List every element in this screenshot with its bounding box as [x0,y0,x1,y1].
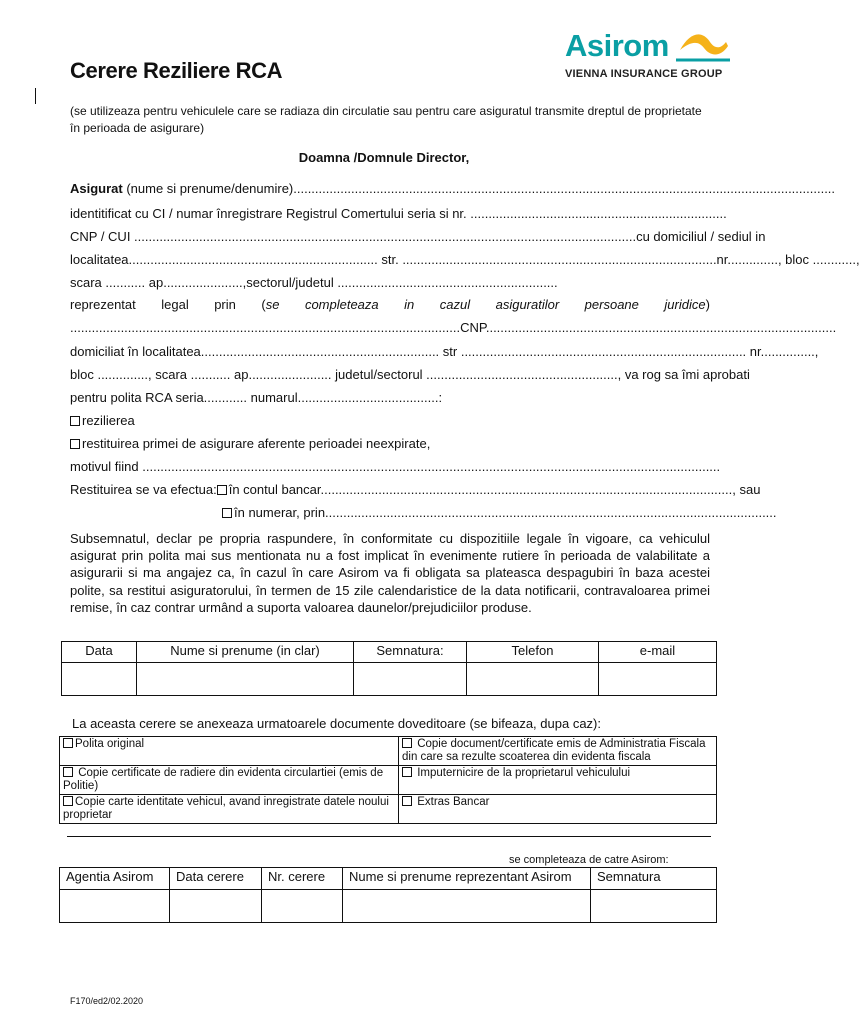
date-cell[interactable] [62,663,137,696]
representative-word: reprezentat [70,297,136,312]
representative-word: persoane [584,297,639,312]
salutation: Doamna /Domnule Director, [298,150,470,165]
text-cursor [35,88,36,104]
divider [67,836,711,837]
street-field[interactable]: str. .......................................................................................nr.............., bloc ............, [377,252,860,267]
annex-item-label: Extras Bancar [417,796,490,808]
stair-line[interactable]: scara ........... ap......................,sectorul/judetul ............................................................. [70,275,558,290]
annex-item-label: Copie document/certificate emis de Administratia Fiscala din care sa rezulte scoaterea din evidenta fiscala [402,738,706,763]
refund-method-line[interactable] [70,482,761,497]
office-note: se completeaza de catre Asirom: [509,854,669,866]
asigurat-field[interactable]: (nume si prenume/denumire)...................................................................................................................................................... [122,181,836,196]
signature-table [61,641,717,696]
option-termination[interactable] [70,413,710,428]
header-agency: Agentia Asirom [60,868,170,890]
checkbox[interactable] [222,508,232,518]
logo-name: Asirom [565,28,669,63]
page-title: Cerere Reziliere RCA [70,58,283,83]
annex-item[interactable] [399,766,717,795]
signature-cell[interactable] [354,663,467,696]
representative-word: prin [214,297,236,312]
asigurat-label: Asigurat [70,181,123,196]
annex-item-label: Polita original [75,738,145,750]
name-cell[interactable] [137,663,354,696]
rep-locality-line[interactable]: domiciliat în localitatea.................................................................. str ............................................................................... nr..............., [70,344,819,359]
annex-item[interactable] [60,766,399,795]
locality-line[interactable] [70,252,860,267]
annex-item-label: Copie certificate de radiere din evidenta circulartiei (emis de Politie) [63,767,384,792]
representative-word: completeaza [304,297,379,312]
checkbox[interactable] [402,767,412,777]
form-code: F170/ed2/02.2020 [70,996,144,1006]
header-representative: Nume si prenume reprezentant Asirom [343,868,591,890]
refund-method-label: Restituirea se va efectua: [70,482,217,497]
request-number-cell[interactable] [262,890,343,923]
representative-word: cazul [439,297,471,312]
usage-note: (se utilizeaza pentru vehiculele care se radiaza din circulatie sau pentru care asiguratul transmite dreptul de proprietate în perioada de asigurare) [70,104,702,135]
header-phone: Telefon [467,642,599,663]
option-termination-label: rezilierea [82,413,135,428]
annex-item[interactable] [399,795,717,824]
representative-word: legal [161,297,189,312]
checkbox[interactable] [70,439,80,449]
header-office-signature: Semnatura [591,868,717,890]
annex-item-label: Imputernicire de la proprietarul vehiculului [417,767,631,779]
checkbox[interactable] [63,796,73,806]
cnp-line[interactable] [70,229,766,244]
cash-option[interactable]: în numerar, prin............................................................................................................................. [234,505,777,520]
header-request-number: Nr. cerere [262,868,343,890]
annex-title: La aceasta cerere se anexeaza urmatoarele documente doveditoare (se bifeaza, dupa caz): [72,716,601,731]
email-cell[interactable] [599,663,717,696]
header-request-date: Data cerere [170,868,262,890]
representative-cnp-line[interactable]: ............................................................................................................CNP................................................................................................. [70,320,837,335]
option-refund[interactable] [70,436,710,451]
checkbox[interactable] [402,738,412,748]
domicile-label: cu domiciliul / sediul in [636,229,766,244]
cnp-field[interactable]: CNP / CUI ........................................................................................................................................... [70,229,637,244]
representative-word: in [404,297,415,312]
agency-cell[interactable] [60,890,170,923]
reason-line[interactable]: motivul fiind ................................................................................................................................................................ [70,459,721,474]
bank-account-option[interactable]: în contul bancar.................................................................................................................., sau [228,482,761,497]
checkbox[interactable] [217,485,227,495]
representative-cell[interactable] [343,890,591,923]
rep-block-line[interactable]: bloc .............., scara ........... ap....................... judetul/sectorul ....................................................., va rog sa îmi aprobati [70,367,750,382]
asigurat-line[interactable] [70,181,836,196]
office-signature-cell[interactable] [591,890,717,923]
locality-field[interactable]: localitatea..................................................................... [70,252,378,267]
checkbox[interactable] [63,767,73,777]
logo-subtitle: VIENNA INSURANCE GROUP [565,68,723,80]
header-name: Nume si prenume (in clar) [137,642,354,663]
checkbox[interactable] [63,738,73,748]
annex-item[interactable] [399,737,717,766]
phone-cell[interactable] [467,663,599,696]
option-refund-label: restituirea primei de asigurare aferente perioadei neexpirate, [82,436,431,451]
annex-item-label: Copie carte identitate vehicul, avand inregistrate datele noului proprietar [63,796,389,821]
representative-word: asiguratilor [495,297,560,312]
representative-word: (se [261,297,280,312]
header-email: e-mail [599,642,717,663]
annex-item[interactable] [60,737,399,766]
header-signature: Semnatura: [354,642,467,663]
identification-line[interactable]: identitificat cu CI / numar înregistrare Registrul Comertului seria si nr. ....................................................................... [70,206,727,221]
policy-line[interactable]: pentru polita RCA seria............ numarul.......................................: [70,390,443,405]
checkbox[interactable] [402,796,412,806]
representative-word: juridice) [664,297,710,312]
annex-item[interactable] [60,795,399,824]
declaration-paragraph: Subsemnatul, declar pe propria raspundere, în conformitate cu dispozitiile legale în vigoare, ca vehiculul asigurat prin polita mai sus mentionata nu a fost implicat în evenimente rutiere în perioada de valabilitate a asigurarii si ma angajez ca, în cazul în care Asirom va fi obligata sa plateasca despagubiri în baza acestei polite, sa restitui asiguratorului, în termen de 15 zile calendaristice de la data notificarii, contravaloarea primei remise, în caz contrar urmând a suporta valoarea daunelor/prejudiciilor produse. [70,531,710,615]
office-table [59,867,717,923]
representative-line [70,297,710,312]
checkbox[interactable] [70,416,80,426]
cash-option-line[interactable] [222,505,777,520]
request-date-cell[interactable] [170,890,262,923]
asirom-swoosh-icon [676,28,730,64]
header-data: Data [62,642,137,663]
annex-table [59,736,717,824]
